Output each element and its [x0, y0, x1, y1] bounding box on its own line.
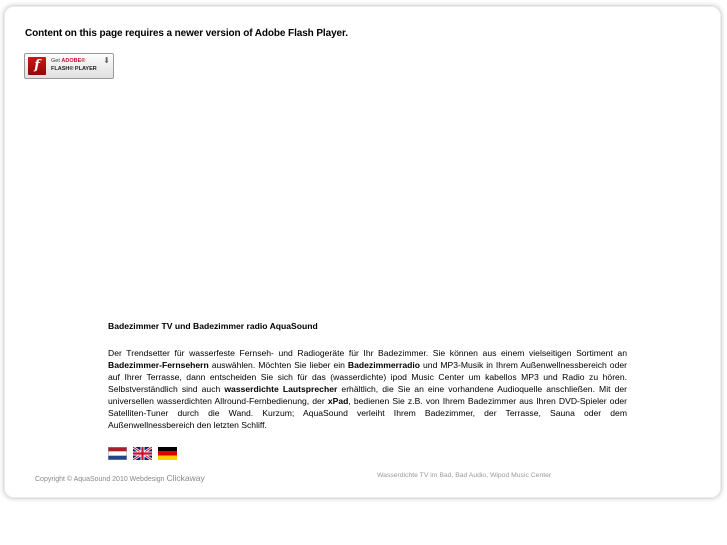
footer-links[interactable]: Wasserdichte TV im Bad, Bad Audio, Wipod Music Center [377, 472, 552, 479]
flash-required-message: Content on this page requires a newer version of Adobe Flash Player. [25, 28, 348, 39]
link-badezimmerradio: Badezimmerradio [347, 360, 421, 370]
flash-badge-get-label: Get ADOBE® [51, 58, 86, 64]
dutch-flag-icon[interactable] [108, 447, 127, 460]
link-wasserdichte-lautsprecher: wasserdichte Lautsprecher [224, 384, 338, 394]
page-title: Badezimmer TV und Badezimmer radio AquaSound [108, 321, 318, 331]
download-arrow-icon: ⬇ [103, 56, 110, 65]
uk-flag-icon[interactable] [133, 447, 152, 460]
designer-link[interactable]: Clickaway [166, 473, 205, 483]
flash-logo-icon: f [28, 57, 46, 75]
get-flash-player-button[interactable] [24, 53, 114, 79]
intro-paragraph: Der Trendsetter für wasserfeste Fernseh- und Radiogeräte für Ihr Badezimmer. Sie können aus einem vielseitigen Sortiment an Badezimmer-Fernsehern auswählen. Möchten Sie lieber ein Badezimmerradio und MP3-Musik in Ihrem Außenwellnessbereich oder auf Ihrer Terrasse, dann entscheiden Sie sich für das (wasserdichte) ipod Music Center um kabellos MP3 und Radio zu hören. Selbstverständlich sind auch wasserdichte Lautsprecher erhältlich, die Sie an eine vorhandene Audioquelle anschließen. Mit der universellen wasserdichten Allround-Fernbedienung, der xPad, bedienen Sie z.B. von Ihrem Badezimmer aus Ihren DVD-Spieler oder Satelliten-Tuner durch die Wand. Kurzum; AquaSound verleiht Ihrem Badezimmer, der Terrasse, Sauna oder dem Außenwellnessbereich den letzten Schliff. [108, 348, 627, 430]
german-flag-icon[interactable] [158, 447, 177, 460]
footer-copyright: Copyright © AquaSound 2010 Webdesign Clickaway [35, 473, 205, 483]
language-selector [108, 447, 177, 460]
link-badezimmer-fernsehern: Badezimmer-Fernsehern [108, 360, 209, 370]
link-xpad: xPad [327, 396, 349, 406]
flash-badge-product-label: FLASH® PLAYER [51, 66, 97, 72]
